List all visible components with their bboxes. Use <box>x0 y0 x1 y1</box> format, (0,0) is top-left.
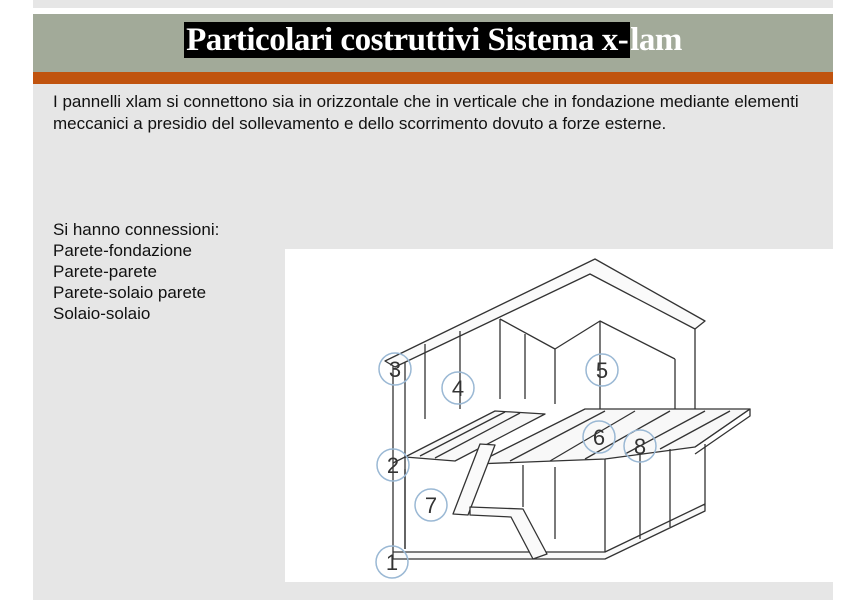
connection-item: Solaio-solaio <box>53 304 151 323</box>
connection-item: Parete-fondazione <box>53 241 192 260</box>
slide-title <box>33 22 833 59</box>
title-bar <box>33 14 833 72</box>
connection-item: Parete-parete <box>53 262 157 281</box>
house-diagram <box>285 249 833 582</box>
marker-label-2: 2 <box>386 453 400 478</box>
house-drawing <box>285 249 833 582</box>
slide <box>33 14 833 600</box>
marker-label-1: 1 <box>385 550 399 575</box>
marker-rings <box>376 353 656 578</box>
accent-bar <box>33 72 833 84</box>
marker-label-4: 4 <box>451 376 465 401</box>
top-strip <box>33 0 833 8</box>
slide-title-rest: lam <box>630 22 682 58</box>
marker-label-8: 8 <box>633 434 647 459</box>
connections-heading: Si hanno connessioni: <box>53 220 220 239</box>
intro-paragraph: I pannelli xlam si connettono sia in orizzontale che in verticale che in fondazione mediante elementi meccanici a presidio del sollevamento e dello scorrimento dovuto a forze esterne. <box>53 92 799 133</box>
marker-label-7: 7 <box>424 493 438 518</box>
marker-label-5: 5 <box>595 358 609 383</box>
slide-title-highlight: Particolari costruttivi Sistema x- <box>186 22 629 58</box>
connections-list <box>53 219 303 324</box>
marker-label-3: 3 <box>388 357 402 382</box>
connection-item: Parete-solaio parete <box>53 283 207 302</box>
marker-label-6: 6 <box>592 425 606 450</box>
